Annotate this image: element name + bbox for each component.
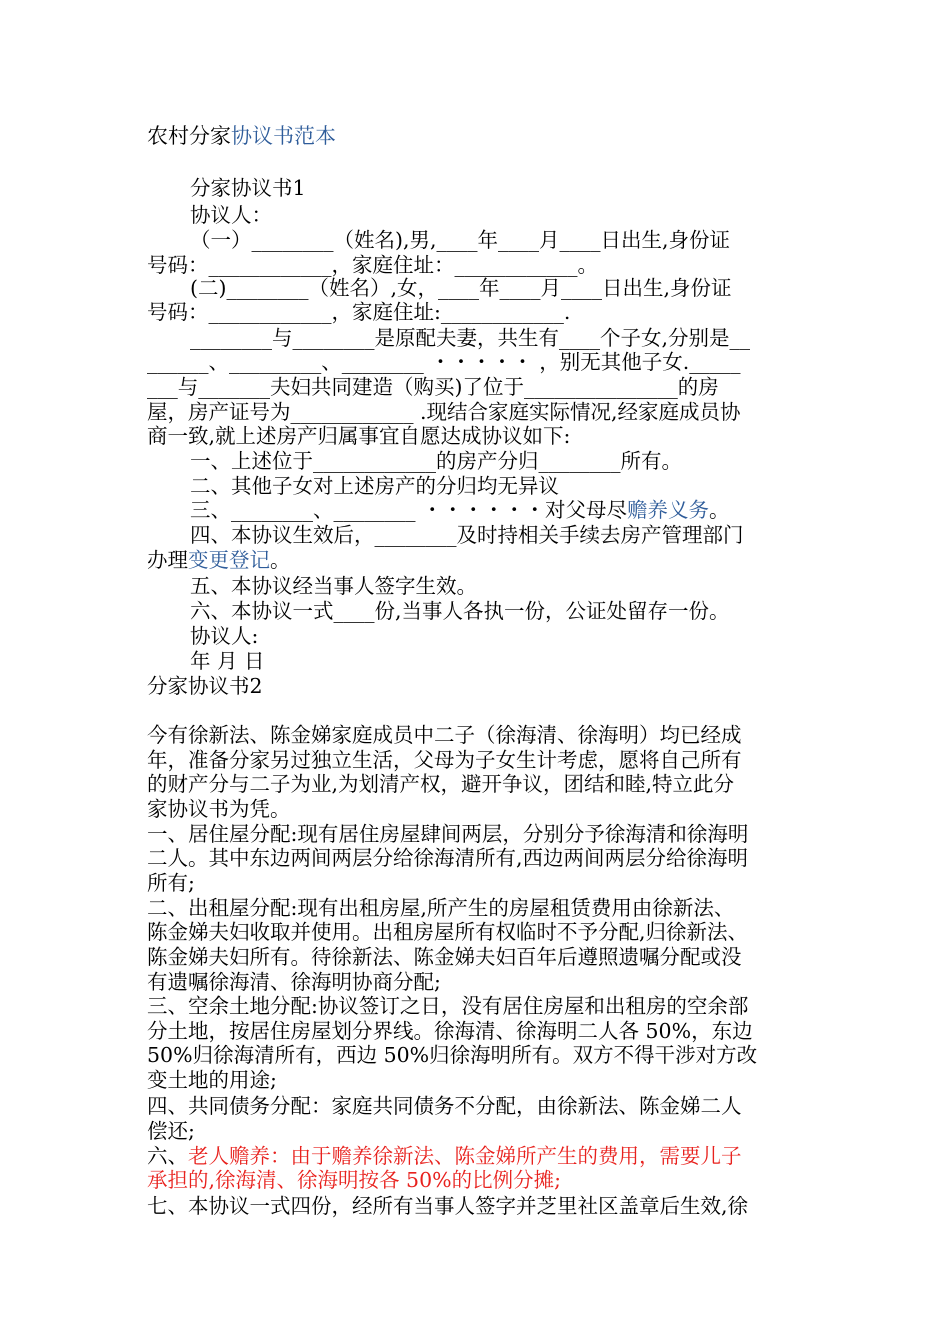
clause-5: 五、本协议经当事人签字生效。 — [190, 574, 477, 598]
elder-care-line1 — [147, 1144, 742, 1168]
section2-intro-line2: 年，准备分家另过独立生活，父母为子女生计考虑，愿将自己所有 — [147, 748, 742, 772]
section2-intro-line1: 今有徐新法、陈金娣家庭成员中二子（徐海清、徐海明）均已经成 — [147, 723, 742, 747]
para-marriage-line5: 商一致,就上述房产归属事宜自愿达成协议如下: — [147, 424, 571, 448]
clause-2: 二、其他子女对上述房产的分归均无异议 — [190, 474, 559, 498]
clause-4-text: 办理 — [147, 548, 188, 572]
doc-title-plain: 农村分家 — [147, 124, 231, 148]
party-one-line1: （一）________（姓名),男,____年____月____日出生,身份证 — [190, 228, 731, 252]
section2-intro-line3: 的财产分与二子为业,为划清产权，避开争议，团结和睦,特立此分 — [147, 772, 735, 796]
clause-3-end: 。 — [709, 498, 730, 522]
clause-4-link[interactable]: 变更登记 — [188, 548, 270, 572]
elder-care-prefix: 六、 — [147, 1144, 188, 1168]
debt-line2: 偿还; — [147, 1119, 195, 1143]
land-line2: 分土地，按居住房屋划分界线。徐海清、徐海明二人各 50%，东边 — [147, 1019, 753, 1043]
party-two-line2: 号码：____________，家庭住址:____________. — [147, 300, 571, 324]
clause-3-text: 三、________、________ ・・・・・・对父母尽 — [190, 498, 628, 522]
rental-line1: 二、出租屋分配:现有出租房屋,所产生的房屋租赁费用由徐新法、 — [147, 896, 735, 920]
doc-title — [147, 124, 336, 148]
rental-line3: 陈金娣夫妇所有。待徐新法、陈金娣夫妇百年后遵照遗嘱分配或没 — [147, 945, 742, 969]
clause-6: 六、本协议一式____份,当事人各执一份，公证处留存一份。 — [190, 599, 730, 623]
rental-line2: 陈金娣夫妇收取并使用。出租房屋所有权临时不予分配,归徐新法、 — [147, 920, 749, 944]
para-marriage-line1: ________与________是原配夫妻，共生有____个子女,分别是__ — [190, 326, 751, 350]
elder-care-highlight: 老人赡养：由于赡养徐新法、陈金娣所产生的费用，需要儿子 — [188, 1144, 742, 1168]
clause-4-line1: 四、本协议生效后，________及时持相关手续去房产管理部门 — [190, 523, 744, 547]
clause-3-link[interactable]: 赡养义务 — [627, 498, 710, 522]
residence-line3: 所有; — [147, 871, 195, 895]
date-line: 年 月 日 — [190, 649, 265, 673]
para-marriage-line2: ______、_________、________ ・・・・・ ，别无其他子女._____ — [147, 350, 741, 374]
residence-line1: 一、居住屋分配:现有居住房屋肆间两层，分别分予徐海清和徐海明 — [147, 822, 749, 846]
copies-line1: 七、本协议一式四份，经所有当事人签字并芝里社区盖章后生效,徐 — [147, 1194, 749, 1218]
party-two-line1: (二)________（姓名）,女，____年____月____日出生,身份证 — [190, 276, 732, 300]
clause-3 — [190, 498, 730, 522]
section1-heading: 分家协议书1 — [190, 176, 306, 200]
debt-line1: 四、共同债务分配：家庭共同债务不分配，由徐新法、陈金娣二人 — [147, 1094, 742, 1118]
land-line3: 50%归徐海清所有，西边 50%归徐海明所有。双方不得干涉对方改 — [147, 1043, 758, 1067]
para-marriage-line4: 屋，房产证号为____________ .现结合家庭实际情况,经家庭成员协 — [147, 400, 741, 424]
residence-line2: 二人。其中东边两间两层分给徐海清所有,西边两间两层分给徐海明 — [147, 846, 749, 870]
clause-1: 一、上述位于____________的房产分归________所有。 — [190, 449, 682, 473]
clause-4-end: 。 — [270, 548, 291, 572]
section2-heading: 分家协议书2 — [147, 674, 263, 698]
signature-label: 协议人: — [190, 624, 259, 648]
parties-label: 协议人： — [190, 203, 272, 227]
land-line4: 变土地的用途; — [147, 1068, 277, 1092]
section2-intro-line4: 家协议书为凭。 — [147, 797, 291, 821]
clause-4-line2 — [147, 548, 291, 572]
rental-line4: 有遗嘱徐海清、徐海明协商分配; — [147, 970, 441, 994]
doc-title-link[interactable]: 协议书范本 — [231, 124, 336, 148]
party-one-line2: 号码：____________，家庭住址：____________。 — [147, 253, 598, 277]
elder-care-line2: 承担的,徐海清、徐海明按各 50%的比例分摊; — [147, 1168, 562, 1192]
para-marriage-line3: ___与_______夫妇共同建造（购买)了位于_______________的房 — [147, 375, 719, 399]
land-line1: 三、空余土地分配:协议签订之日，没有居住房屋和出租房的空余部 — [147, 994, 749, 1018]
